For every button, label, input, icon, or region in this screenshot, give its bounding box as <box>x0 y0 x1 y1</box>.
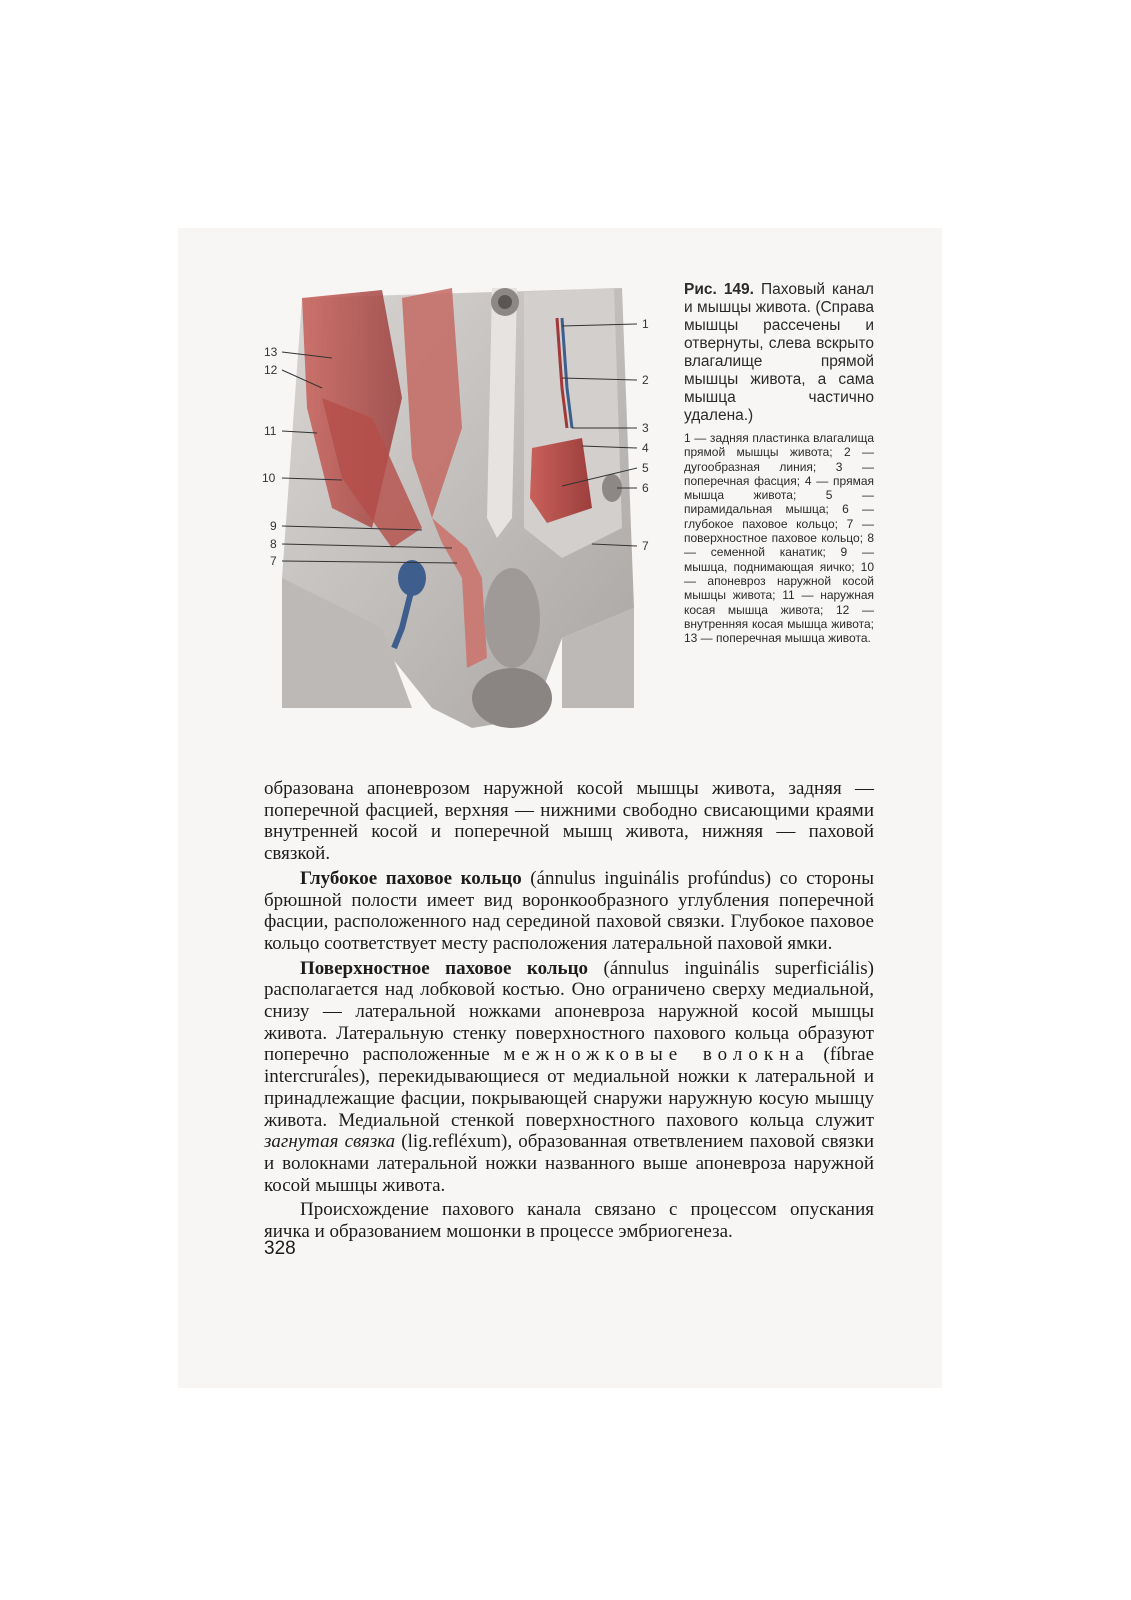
figure-caption <box>684 281 874 645</box>
callout-13: 13 <box>264 345 278 359</box>
callout-1: 1 <box>642 317 649 331</box>
callout-6: 6 <box>642 481 649 495</box>
callout-4: 4 <box>642 441 649 455</box>
paragraph-3-text-c: (lig.refléxum), образованная ответвлением паховой связки и волокнами латеральной ножки названного выше апоневроза наружной косой мышцы живота. <box>264 1131 874 1196</box>
paragraph-2-text: (ánnulus inguinális profúndus) со стороны брюшной полости имеет вид воронкообразного углубления поперечной фасции, расположенного над серединой паховой связки. Глубокое паховое кольцо соответствует месту расположения латеральной паховой ямки. <box>264 867 874 954</box>
figure-label: Рис. 149. <box>684 281 754 298</box>
callout-7-left: 7 <box>270 554 277 568</box>
callout-10: 10 <box>262 471 276 485</box>
term-intercrural-fibers: межножковые волокна <box>503 1044 810 1066</box>
term-deep-inguinal-ring: Глубокое паховое кольцо <box>300 867 522 889</box>
page-number: 328 <box>264 1238 296 1259</box>
caption-title-text: Паховый канал и мышцы живота. (Справа мышцы рассечены и отвернуты, слева вскрыто влагалище прямой мышцы живота, а сама мышца частично удалена.) <box>684 281 874 424</box>
paragraph-3 <box>264 958 874 1197</box>
callout-8: 8 <box>270 537 277 551</box>
callout-11: 11 <box>264 424 277 438</box>
callout-7-right: 7 <box>642 539 649 553</box>
caption-title <box>684 281 874 425</box>
inguinal-canal-drawing <box>262 278 660 738</box>
term-superficial-inguinal-ring: Поверхностное паховое кольцо <box>300 957 589 979</box>
caption-legend: 1 — задняя пластинка влагалища прямой мышцы живота; 2 — дугообразная линия; 3 — поперечная фасция; 4 — прямая мышца живота; 5 — пирамидальная мышца; 6 — глубокое паховое кольцо; 7 — поверхностное паховое кольцо; 8 — семенной канатик; 9 — мышца, поднимающая яичко; 10 — апоневроз наружной косой мышцы живота; 11 — наружная косая мышца живота; 12 — внутренняя косая мышца живота; 13 — поперечная мышца живота. <box>684 431 874 646</box>
paragraph-3-text-a: (ánnulus inguinális superficiális) располагается над лобковой костью. Оно ограничено сверху медиальной, снизу — латеральной ножками апоневроза наружной косой мышцы живота. Латеральную стенку поверхностного пахового кольца образуют поперечно расположенные <box>264 957 875 1066</box>
callout-3: 3 <box>642 421 649 435</box>
callout-9: 9 <box>270 519 277 533</box>
body-text <box>264 778 874 1243</box>
paragraph-1: образована апоневрозом наружной косой мышцы живота, задняя — поперечной фасцией, верхняя — нижними свободно свисающими краями внутренней косой и поперечной мышц живота, нижняя — паховой связкой. <box>264 778 874 865</box>
term-reflected-ligament: загнутая связка <box>264 1131 396 1153</box>
paragraph-3-text-b: (fíbrae intercrurа́les), перекидывающиеся от медиальной ножки к латеральной и принадлежащие фасции, покрывающей снаружи наружную косую мышцу живота. Медиальной стенкой поверхностного пахового кольца служит <box>264 1044 875 1131</box>
paragraph-4: Происхождение пахового канала связано с процессом опускания яичка и образованием мошонки в процессе эмбриогенеза. <box>264 1199 874 1243</box>
paragraph-2 <box>264 868 874 955</box>
anatomical-illustration <box>262 278 660 738</box>
callout-2: 2 <box>642 373 649 387</box>
callout-5: 5 <box>642 461 649 475</box>
callout-12: 12 <box>264 363 278 377</box>
